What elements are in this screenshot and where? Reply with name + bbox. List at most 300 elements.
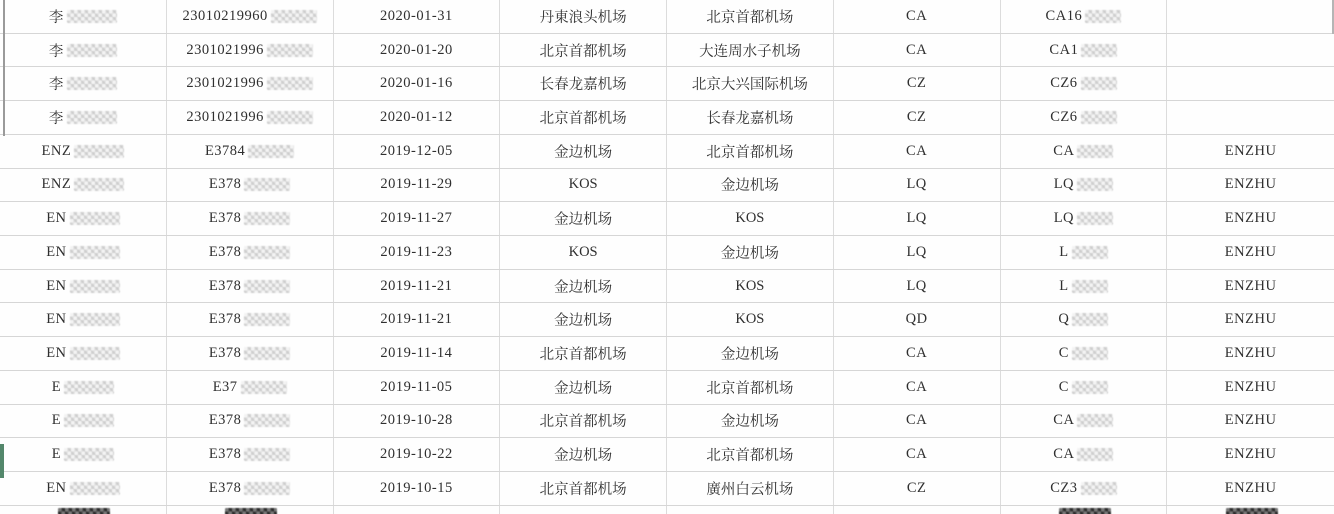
cell-flight-number[interactable]: [1001, 34, 1168, 67]
name-redaction-blur: [67, 10, 117, 23]
departure-airport-text: 丹東浪头机场: [539, 9, 627, 26]
partial-cell[interactable]: [500, 506, 667, 514]
cell-id-number[interactable]: [167, 371, 334, 404]
cell-flight-date[interactable]: [334, 337, 501, 370]
flight-number-prefix-text: CA: [1053, 412, 1075, 429]
cell-id-number[interactable]: [167, 472, 334, 505]
flight-date-text: 2019-11-21: [380, 277, 453, 294]
table-row: [0, 135, 1334, 169]
name-redaction-blur: [70, 212, 120, 225]
cell-departure-airport[interactable]: [500, 236, 667, 269]
dark-redaction-blur: [225, 508, 277, 514]
airline-code-text: CZ: [906, 109, 927, 126]
name-redaction-blur: [70, 246, 120, 259]
name-prefix-text: EN: [46, 479, 67, 496]
cell-flight-number[interactable]: [1001, 270, 1168, 303]
table-row: [0, 371, 1334, 405]
flight-number-redaction-blur: [1077, 178, 1113, 191]
arrival-airport-text: 北京首都机场: [706, 144, 794, 161]
cell-arrival-airport[interactable]: [667, 371, 834, 404]
cell-airline-code[interactable]: [834, 101, 1001, 134]
cell-departure-airport[interactable]: [500, 101, 667, 134]
cell-id-number[interactable]: [167, 34, 334, 67]
arrival-airport-text: 北京首都机场: [706, 9, 794, 26]
table-row: [0, 270, 1334, 304]
cell-name[interactable]: [0, 101, 167, 134]
table-row: [0, 34, 1334, 68]
cell-name[interactable]: [0, 0, 167, 33]
partial-cell[interactable]: [167, 506, 334, 514]
cell-departure-airport[interactable]: [500, 135, 667, 168]
departure-airport-text: 北京首都机场: [539, 414, 627, 431]
arrival-airport-text: 金边机场: [720, 347, 779, 364]
departure-airport-text: 金边机场: [554, 313, 613, 330]
id-redaction-blur: [267, 44, 313, 57]
departure-airport-text: 金边机场: [554, 448, 613, 465]
cell-id-number[interactable]: [167, 236, 334, 269]
arrival-airport-text: 长春龙嘉机场: [706, 111, 794, 128]
id-redaction-blur: [244, 347, 290, 360]
flight-number-redaction-blur: [1072, 347, 1108, 360]
flight-number-prefix-text: LQ: [1053, 210, 1075, 227]
flight-date-text: 2019-12-05: [380, 142, 453, 159]
cell-arrival-airport[interactable]: [667, 0, 834, 33]
name-redaction-blur: [70, 280, 120, 293]
cell-flight-date[interactable]: [334, 101, 501, 134]
name-prefix-text: E: [51, 378, 62, 395]
cell-name[interactable]: [0, 169, 167, 202]
passenger-name-text: ENZHU: [1224, 412, 1277, 429]
passenger-name-text: ENZHU: [1224, 479, 1277, 496]
cell-name[interactable]: [0, 135, 167, 168]
cell-airline-code[interactable]: [834, 270, 1001, 303]
name-redaction-blur: [74, 178, 124, 191]
cell-arrival-airport[interactable]: [667, 337, 834, 370]
flight-number-prefix-text: L: [1059, 243, 1069, 260]
cell-passenger-name[interactable]: [1167, 169, 1334, 202]
airline-code-text: CZ: [906, 479, 927, 496]
id-redaction-blur: [241, 381, 287, 394]
departure-airport-text: 北京首都机场: [539, 43, 627, 60]
cell-arrival-airport[interactable]: [667, 270, 834, 303]
flight-date-text: 2020-01-16: [380, 75, 453, 92]
flight-date-text: 2019-10-22: [380, 446, 453, 463]
cell-passenger-name[interactable]: [1167, 270, 1334, 303]
table-row: [0, 236, 1334, 270]
flight-number-redaction-blur: [1072, 381, 1108, 394]
flight-number-redaction-blur: [1081, 111, 1117, 124]
cell-airline-code[interactable]: [834, 135, 1001, 168]
airline-code-text: LQ: [906, 210, 927, 227]
flight-number-redaction-blur: [1072, 246, 1108, 259]
cell-flight-number[interactable]: [1001, 303, 1168, 336]
airline-code-text: CA: [906, 378, 928, 395]
passenger-name-text: ENZHU: [1224, 210, 1277, 227]
name-redaction-blur: [67, 44, 117, 57]
flight-date-text: 2019-11-05: [380, 378, 453, 395]
cell-arrival-airport[interactable]: [667, 236, 834, 269]
cell-departure-airport[interactable]: [500, 34, 667, 67]
flight-date-text: 2019-11-21: [380, 311, 453, 328]
departure-airport-text: 金边机场: [554, 279, 613, 296]
cell-flight-number[interactable]: [1001, 169, 1168, 202]
flight-date-text: 2019-11-14: [380, 345, 453, 362]
cell-airline-code[interactable]: [834, 202, 1001, 235]
frozen-pane-left-border: [3, 0, 5, 136]
partial-cell[interactable]: [334, 506, 501, 514]
passenger-name-text: ENZHU: [1224, 176, 1277, 193]
cell-departure-airport[interactable]: [500, 202, 667, 235]
flight-number-redaction-blur: [1077, 145, 1113, 158]
cell-flight-date[interactable]: [334, 0, 501, 33]
cell-departure-airport[interactable]: [500, 0, 667, 33]
cell-arrival-airport[interactable]: [667, 135, 834, 168]
cell-passenger-name[interactable]: [1167, 101, 1334, 134]
airline-code-text: LQ: [906, 277, 927, 294]
partial-cell[interactable]: [1167, 506, 1334, 514]
cell-arrival-airport[interactable]: [667, 169, 834, 202]
cell-arrival-airport[interactable]: [667, 202, 834, 235]
cell-airline-code[interactable]: [834, 0, 1001, 33]
flight-number-prefix-text: CZ6: [1050, 75, 1078, 92]
cell-passenger-name[interactable]: [1167, 371, 1334, 404]
cell-id-number[interactable]: [167, 438, 334, 471]
cell-airline-code[interactable]: [834, 34, 1001, 67]
cell-id-number[interactable]: [167, 303, 334, 336]
cell-id-number[interactable]: [167, 337, 334, 370]
cell-flight-number[interactable]: [1001, 438, 1168, 471]
id-redaction-blur: [244, 212, 290, 225]
name-prefix-text: EN: [46, 311, 67, 328]
departure-airport-text: 北京首都机场: [539, 481, 627, 498]
name-prefix-text: E: [51, 412, 62, 429]
cell-flight-date[interactable]: [334, 135, 501, 168]
id-prefix-text: E378: [208, 243, 242, 260]
flight-number-redaction-blur: [1081, 482, 1117, 495]
arrival-airport-text: KOS: [735, 311, 765, 328]
table-row: [0, 0, 1334, 34]
cell-name[interactable]: [0, 438, 167, 471]
flight-date-text: 2020-01-12: [380, 109, 453, 126]
sheet-right-edge-border: [1332, 0, 1334, 34]
name-redaction-blur: [64, 381, 114, 394]
cell-flight-date[interactable]: [334, 236, 501, 269]
id-redaction-blur: [244, 482, 290, 495]
name-prefix-text: 李: [48, 9, 64, 26]
flight-date-text: 2020-01-31: [380, 7, 453, 24]
arrival-airport-text: 北京大兴国际机场: [691, 77, 808, 94]
cell-id-number[interactable]: [167, 405, 334, 438]
partial-cell[interactable]: [834, 506, 1001, 514]
table-row: [0, 337, 1334, 371]
cell-name[interactable]: [0, 202, 167, 235]
cell-flight-number[interactable]: [1001, 236, 1168, 269]
cell-passenger-name[interactable]: [1167, 202, 1334, 235]
cell-id-number[interactable]: [167, 0, 334, 33]
cell-flight-date[interactable]: [334, 405, 501, 438]
cell-arrival-airport[interactable]: [667, 303, 834, 336]
id-redaction-blur: [248, 145, 294, 158]
flight-number-prefix-text: CA: [1053, 446, 1075, 463]
cell-passenger-name[interactable]: [1167, 438, 1334, 471]
partial-cell[interactable]: [1001, 506, 1168, 514]
cell-airline-code[interactable]: [834, 371, 1001, 404]
name-prefix-text: EN: [46, 210, 67, 227]
passenger-name-text: ENZHU: [1224, 243, 1277, 260]
departure-airport-text: 金边机场: [554, 212, 613, 229]
cell-name[interactable]: [0, 303, 167, 336]
flight-date-text: 2019-11-27: [380, 210, 453, 227]
cell-flight-date[interactable]: [334, 438, 501, 471]
flight-number-redaction-blur: [1077, 448, 1113, 461]
cell-flight-number[interactable]: [1001, 202, 1168, 235]
flight-date-text: 2019-11-29: [380, 176, 453, 193]
cell-name[interactable]: [0, 472, 167, 505]
airline-code-text: CA: [906, 446, 928, 463]
flight-date-text: 2019-10-15: [380, 479, 453, 496]
cell-airline-code[interactable]: [834, 236, 1001, 269]
cell-departure-airport[interactable]: [500, 472, 667, 505]
cell-flight-date[interactable]: [334, 472, 501, 505]
table-row: [0, 438, 1334, 472]
flight-date-text: 2019-10-28: [380, 412, 453, 429]
arrival-airport-text: KOS: [735, 277, 765, 294]
departure-airport-text: 金边机场: [554, 380, 613, 397]
name-prefix-text: 李: [48, 43, 64, 60]
flight-number-redaction-blur: [1085, 10, 1121, 23]
id-prefix-text: E378: [208, 210, 242, 227]
cell-name[interactable]: [0, 337, 167, 370]
name-redaction-blur: [70, 313, 120, 326]
table-row: [0, 405, 1334, 439]
flight-number-redaction-blur: [1077, 414, 1113, 427]
cell-arrival-airport[interactable]: [667, 472, 834, 505]
cell-passenger-name[interactable]: [1167, 236, 1334, 269]
id-redaction-blur: [271, 10, 317, 23]
id-prefix-text: E378: [208, 277, 242, 294]
cell-flight-date[interactable]: [334, 270, 501, 303]
arrival-airport-text: 金边机场: [720, 414, 779, 431]
flight-number-prefix-text: LQ: [1053, 176, 1075, 193]
cell-departure-airport[interactable]: [500, 371, 667, 404]
airline-code-text: CA: [906, 7, 928, 24]
cell-flight-number[interactable]: [1001, 371, 1168, 404]
flight-number-prefix-text: CA: [1053, 142, 1075, 159]
cell-arrival-airport[interactable]: [667, 438, 834, 471]
cell-id-number[interactable]: [167, 101, 334, 134]
cell-flight-number[interactable]: [1001, 0, 1168, 33]
cell-flight-date[interactable]: [334, 34, 501, 67]
airline-code-text: CA: [906, 142, 928, 159]
flight-number-prefix-text: CA1: [1049, 41, 1079, 58]
id-prefix-text: E3784: [204, 142, 246, 159]
arrival-airport-text: 金边机场: [720, 178, 779, 195]
cell-flight-date[interactable]: [334, 169, 501, 202]
cell-name[interactable]: [0, 34, 167, 67]
arrival-airport-text: 大连周水子机场: [699, 43, 801, 60]
cell-id-number[interactable]: [167, 67, 334, 100]
name-redaction-blur: [67, 111, 117, 124]
airline-code-text: CA: [906, 345, 928, 362]
dark-redaction-blur: [1226, 508, 1278, 514]
cell-flight-date[interactable]: [334, 303, 501, 336]
table-row: [0, 202, 1334, 236]
name-prefix-text: ENZ: [41, 142, 72, 159]
flight-number-prefix-text: CZ3: [1050, 479, 1078, 496]
dark-redaction-blur: [1059, 508, 1111, 514]
cell-name[interactable]: [0, 67, 167, 100]
flight-number-prefix-text: Q: [1058, 311, 1070, 328]
id-prefix-text: E37: [212, 378, 238, 395]
cell-airline-code[interactable]: [834, 169, 1001, 202]
name-prefix-text: EN: [46, 345, 67, 362]
flight-number-redaction-blur: [1072, 280, 1108, 293]
partial-cell[interactable]: [667, 506, 834, 514]
flight-number-prefix-text: CZ6: [1050, 109, 1078, 126]
flight-number-prefix-text: CA16: [1045, 7, 1083, 24]
cell-airline-code[interactable]: [834, 67, 1001, 100]
table-row: [0, 169, 1334, 203]
id-prefix-text: E378: [208, 311, 242, 328]
row-selection-green-marker: [0, 444, 4, 478]
arrival-airport-text: 廣州白云机场: [706, 481, 794, 498]
cell-arrival-airport[interactable]: [667, 67, 834, 100]
cell-departure-airport[interactable]: [500, 303, 667, 336]
airline-code-text: CA: [906, 41, 928, 58]
id-redaction-blur: [244, 246, 290, 259]
cell-passenger-name[interactable]: [1167, 34, 1334, 67]
partial-cell[interactable]: [0, 506, 167, 514]
flight-number-prefix-text: C: [1058, 345, 1069, 362]
cell-name[interactable]: [0, 236, 167, 269]
flight-number-prefix-text: L: [1059, 277, 1069, 294]
departure-airport-text: KOS: [568, 243, 598, 260]
flight-number-redaction-blur: [1081, 44, 1117, 57]
cell-arrival-airport[interactable]: [667, 101, 834, 134]
cell-departure-airport[interactable]: [500, 337, 667, 370]
cell-flight-date[interactable]: [334, 202, 501, 235]
id-redaction-blur: [244, 414, 290, 427]
id-redaction-blur: [244, 313, 290, 326]
flight-number-prefix-text: C: [1058, 378, 1069, 395]
cell-departure-airport[interactable]: [500, 169, 667, 202]
cell-passenger-name[interactable]: [1167, 337, 1334, 370]
name-prefix-text: EN: [46, 243, 67, 260]
name-redaction-blur: [64, 414, 114, 427]
cell-id-number[interactable]: [167, 270, 334, 303]
airline-code-text: LQ: [906, 176, 927, 193]
id-prefix-text: E378: [208, 176, 242, 193]
departure-airport-text: 北京首都机场: [539, 111, 627, 128]
flight-number-redaction-blur: [1077, 212, 1113, 225]
cell-name[interactable]: [0, 405, 167, 438]
id-prefix-text: 2301021996: [186, 75, 264, 92]
id-prefix-text: E378: [208, 479, 242, 496]
departure-airport-text: 北京首都机场: [539, 347, 627, 364]
flight-date-text: 2019-11-23: [380, 243, 453, 260]
name-redaction-blur: [70, 347, 120, 360]
dark-redaction-blur: [58, 508, 110, 514]
cell-flight-number[interactable]: [1001, 337, 1168, 370]
partial-table-row: [0, 506, 1334, 514]
arrival-airport-text: 金边机场: [720, 245, 779, 262]
id-redaction-blur: [244, 448, 290, 461]
arrival-airport-text: KOS: [735, 210, 765, 227]
name-redaction-blur: [70, 482, 120, 495]
cell-name[interactable]: [0, 371, 167, 404]
cell-airline-code[interactable]: [834, 405, 1001, 438]
airline-code-text: QD: [905, 311, 928, 328]
cell-flight-date[interactable]: [334, 371, 501, 404]
cell-passenger-name[interactable]: [1167, 135, 1334, 168]
departure-airport-text: 金边机场: [554, 144, 613, 161]
flight-number-redaction-blur: [1081, 77, 1117, 90]
cell-departure-airport[interactable]: [500, 438, 667, 471]
table-row: [0, 303, 1334, 337]
cell-departure-airport[interactable]: [500, 270, 667, 303]
cell-passenger-name[interactable]: [1167, 405, 1334, 438]
id-redaction-blur: [244, 280, 290, 293]
cell-flight-number[interactable]: [1001, 67, 1168, 100]
name-prefix-text: E: [51, 446, 62, 463]
passenger-name-text: ENZHU: [1224, 311, 1277, 328]
id-redaction-blur: [267, 111, 313, 124]
cell-name[interactable]: [0, 270, 167, 303]
airline-code-text: CZ: [906, 75, 927, 92]
name-redaction-blur: [67, 77, 117, 90]
name-prefix-text: 李: [48, 111, 64, 128]
cell-flight-number[interactable]: [1001, 472, 1168, 505]
cell-departure-airport[interactable]: [500, 405, 667, 438]
cell-departure-airport[interactable]: [500, 67, 667, 100]
cell-airline-code[interactable]: [834, 337, 1001, 370]
passenger-name-text: ENZHU: [1224, 345, 1277, 362]
cell-airline-code[interactable]: [834, 303, 1001, 336]
id-prefix-text: E378: [208, 446, 242, 463]
passenger-name-text: ENZHU: [1224, 277, 1277, 294]
table-row: [0, 101, 1334, 135]
cell-passenger-name[interactable]: [1167, 67, 1334, 100]
cell-id-number[interactable]: [167, 202, 334, 235]
cell-passenger-name[interactable]: [1167, 472, 1334, 505]
name-redaction-blur: [74, 145, 124, 158]
arrival-airport-text: 北京首都机场: [706, 380, 794, 397]
departure-airport-text: KOS: [568, 176, 598, 193]
cell-id-number[interactable]: [167, 169, 334, 202]
cell-passenger-name[interactable]: [1167, 303, 1334, 336]
cell-airline-code[interactable]: [834, 472, 1001, 505]
id-redaction-blur: [244, 178, 290, 191]
name-redaction-blur: [64, 448, 114, 461]
cell-flight-number[interactable]: [1001, 135, 1168, 168]
name-prefix-text: 李: [48, 77, 64, 94]
cell-id-number[interactable]: [167, 135, 334, 168]
cell-arrival-airport[interactable]: [667, 405, 834, 438]
id-redaction-blur: [267, 77, 313, 90]
cell-arrival-airport[interactable]: [667, 34, 834, 67]
cell-flight-number[interactable]: [1001, 101, 1168, 134]
name-prefix-text: ENZ: [41, 176, 72, 193]
cell-airline-code[interactable]: [834, 438, 1001, 471]
passenger-name-text: ENZHU: [1224, 378, 1277, 395]
table-row: [0, 67, 1334, 101]
cell-flight-date[interactable]: [334, 67, 501, 100]
cell-passenger-name[interactable]: [1167, 0, 1334, 33]
cell-flight-number[interactable]: [1001, 405, 1168, 438]
departure-airport-text: 长春龙嘉机场: [539, 77, 627, 94]
flight-number-redaction-blur: [1072, 313, 1108, 326]
arrival-airport-text: 北京首都机场: [706, 448, 794, 465]
